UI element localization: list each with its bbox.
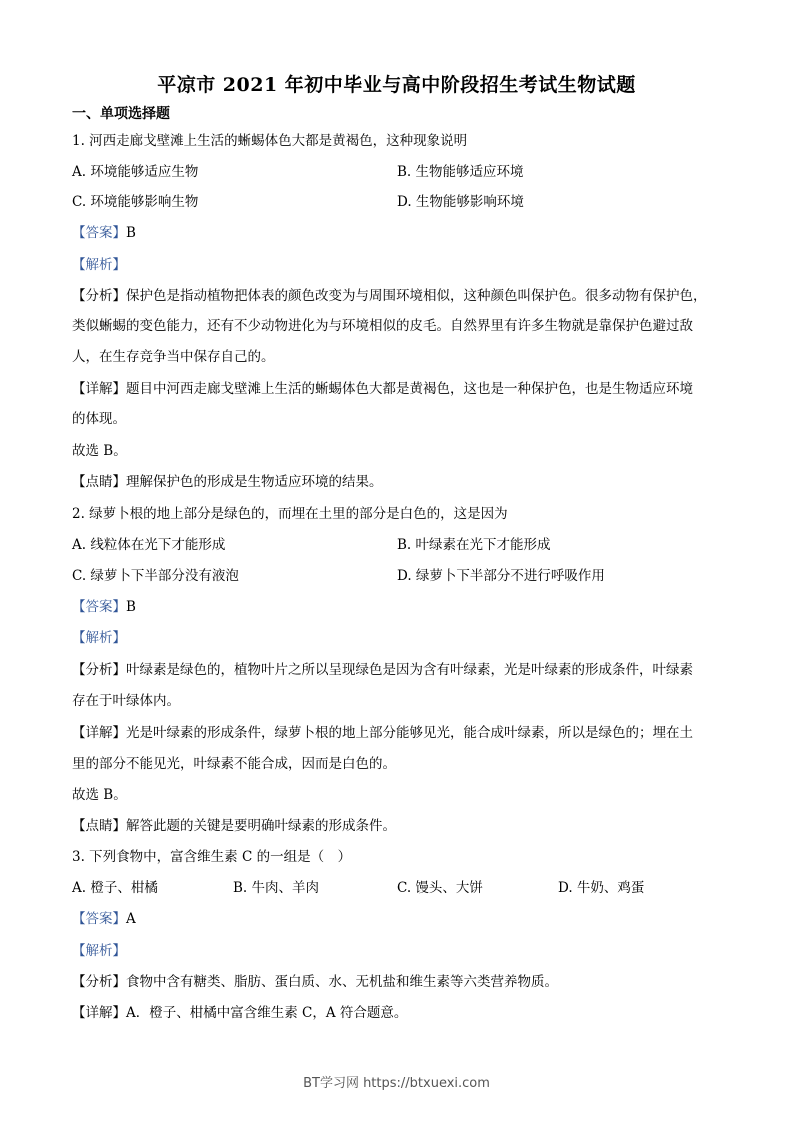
q1-answer: [72, 225, 727, 241]
q1-option-d: D. 生物能够影响环境: [397, 194, 524, 210]
q2-dianjing: [72, 818, 727, 834]
answer-tag: 【答案】: [72, 599, 126, 615]
q3-detail-text-1: A．橙子、柑橘中富含维生素 C，A 符合题意。: [126, 1005, 408, 1021]
q1-fenxi-line-3: 人，在生存竞争当中保存自己的。: [72, 349, 275, 365]
q3-detail-line-1: [72, 1005, 727, 1021]
q1-detail-line-2: 的体现。: [72, 411, 126, 427]
q1-answer-value: B: [126, 225, 136, 241]
footer-watermark: BT学习网 https://btxuexi.com: [303, 1076, 490, 1091]
q1-fenxi-text-1: 保护色是指动植物把体表的颜色改变为与周围环境相似，这种颜色叫保护色。很多动物有保护色，: [126, 288, 707, 304]
q2-analysis: [72, 630, 727, 646]
q2-option-a: A. 线粒体在光下才能形成: [72, 537, 226, 553]
q2-detail-line-1: [72, 725, 727, 741]
q3-fenxi-text-1: 食物中含有糖类、脂肪、蛋白质、水、无机盐和维生素等六类营养物质。: [126, 974, 558, 990]
q1-choose: 故选 B。: [72, 443, 127, 459]
q3-stem: 3. 下列食物中，富含维生素 C 的一组是（ ）: [72, 849, 352, 865]
answer-tag: 【答案】: [72, 911, 126, 927]
q2-answer: [72, 599, 727, 615]
q3-option-a: A. 橙子、柑橘: [72, 880, 158, 896]
q1-option-a: A. 环境能够适应生物: [72, 164, 199, 180]
q3-answer: [72, 911, 727, 927]
q2-option-b: B. 叶绿素在光下才能形成: [397, 537, 551, 553]
q3-fenxi-line-1: [72, 974, 727, 990]
q1-option-c: C. 环境能够影响生物: [72, 194, 199, 210]
q3-option-b: B. 牛肉、羊肉: [233, 880, 320, 896]
detail-tag: 【详解】: [72, 725, 126, 741]
q2-detail-text-1: 光是叶绿素的形成条件，绿萝卜根的地上部分能够见光，能合成叶绿素，所以是绿色的；埋在土: [126, 725, 693, 741]
fenxi-tag: 【分析】: [72, 288, 126, 304]
page-title: 平凉市 2021 年初中毕业与高中阶段招生考试生物试题: [157, 74, 636, 96]
section-heading: 一、单项选择题: [72, 106, 170, 122]
q2-stem: 2. 绿萝卜根的地上部分是绿色的，而埋在土里的部分是白色的，这是因为: [72, 506, 508, 522]
q1-analysis: [72, 257, 727, 273]
q1-detail-text-1: 题目中河西走廊戈壁滩上生活的蜥蜴体色大都是黄褐色，这也是一种保护色，也是生物适应环境: [126, 381, 693, 397]
detail-tag: 【详解】: [72, 1005, 126, 1021]
q2-option-d: D. 绿萝卜下半部分不进行呼吸作用: [397, 568, 605, 584]
q1-option-b: B. 生物能够适应环境: [397, 164, 524, 180]
q2-choose: 故选 B。: [72, 787, 127, 803]
q1-dianjing: [72, 474, 727, 490]
q1-stem: 1. 河西走廊戈壁滩上生活的蜥蜴体色大都是黄褐色，这种现象说明: [72, 133, 468, 149]
q2-fenxi-text-1: 叶绿素是绿色的，植物叶片之所以呈现绿色是因为含有叶绿素，光是叶绿素的形成条件，叶绿素: [126, 662, 693, 678]
q1-fenxi-line-2: 类似蜥蜴的变色能力，还有不少动物进化为与环境相似的皮毛。自然界里有许多生物就是靠保护色避过敌: [72, 318, 693, 334]
q2-dianjing-text: 解答此题的关键是要明确叶绿素的形成条件。: [126, 818, 396, 834]
q2-fenxi-line-1: [72, 662, 727, 678]
q2-option-c: C. 绿萝卜下半部分没有液泡: [72, 568, 239, 584]
q2-answer-value: B: [126, 599, 136, 615]
fenxi-tag: 【分析】: [72, 662, 126, 678]
q3-option-d: D. 牛奶、鸡蛋: [558, 880, 645, 896]
q1-fenxi-line-1: [72, 288, 727, 304]
analysis-tag: 【解析】: [72, 257, 126, 273]
q1-detail-line-1: [72, 381, 727, 397]
fenxi-tag: 【分析】: [72, 974, 126, 990]
dianjing-tag: 【点睛】: [72, 474, 126, 490]
q3-answer-value: A: [126, 911, 136, 927]
q1-dianjing-text: 理解保护色的形成是生物适应环境的结果。: [126, 474, 383, 490]
q2-fenxi-line-2: 存在于叶绿体内。: [72, 693, 180, 709]
q2-detail-line-2: 里的部分不能见光，叶绿素不能合成，因而是白色的。: [72, 756, 396, 772]
analysis-tag: 【解析】: [72, 630, 126, 646]
q3-option-c: C. 馒头、大饼: [397, 880, 483, 896]
q3-analysis: [72, 943, 727, 959]
analysis-tag: 【解析】: [72, 943, 126, 959]
dianjing-tag: 【点睛】: [72, 818, 126, 834]
answer-tag: 【答案】: [72, 225, 126, 241]
detail-tag: 【详解】: [72, 381, 126, 397]
